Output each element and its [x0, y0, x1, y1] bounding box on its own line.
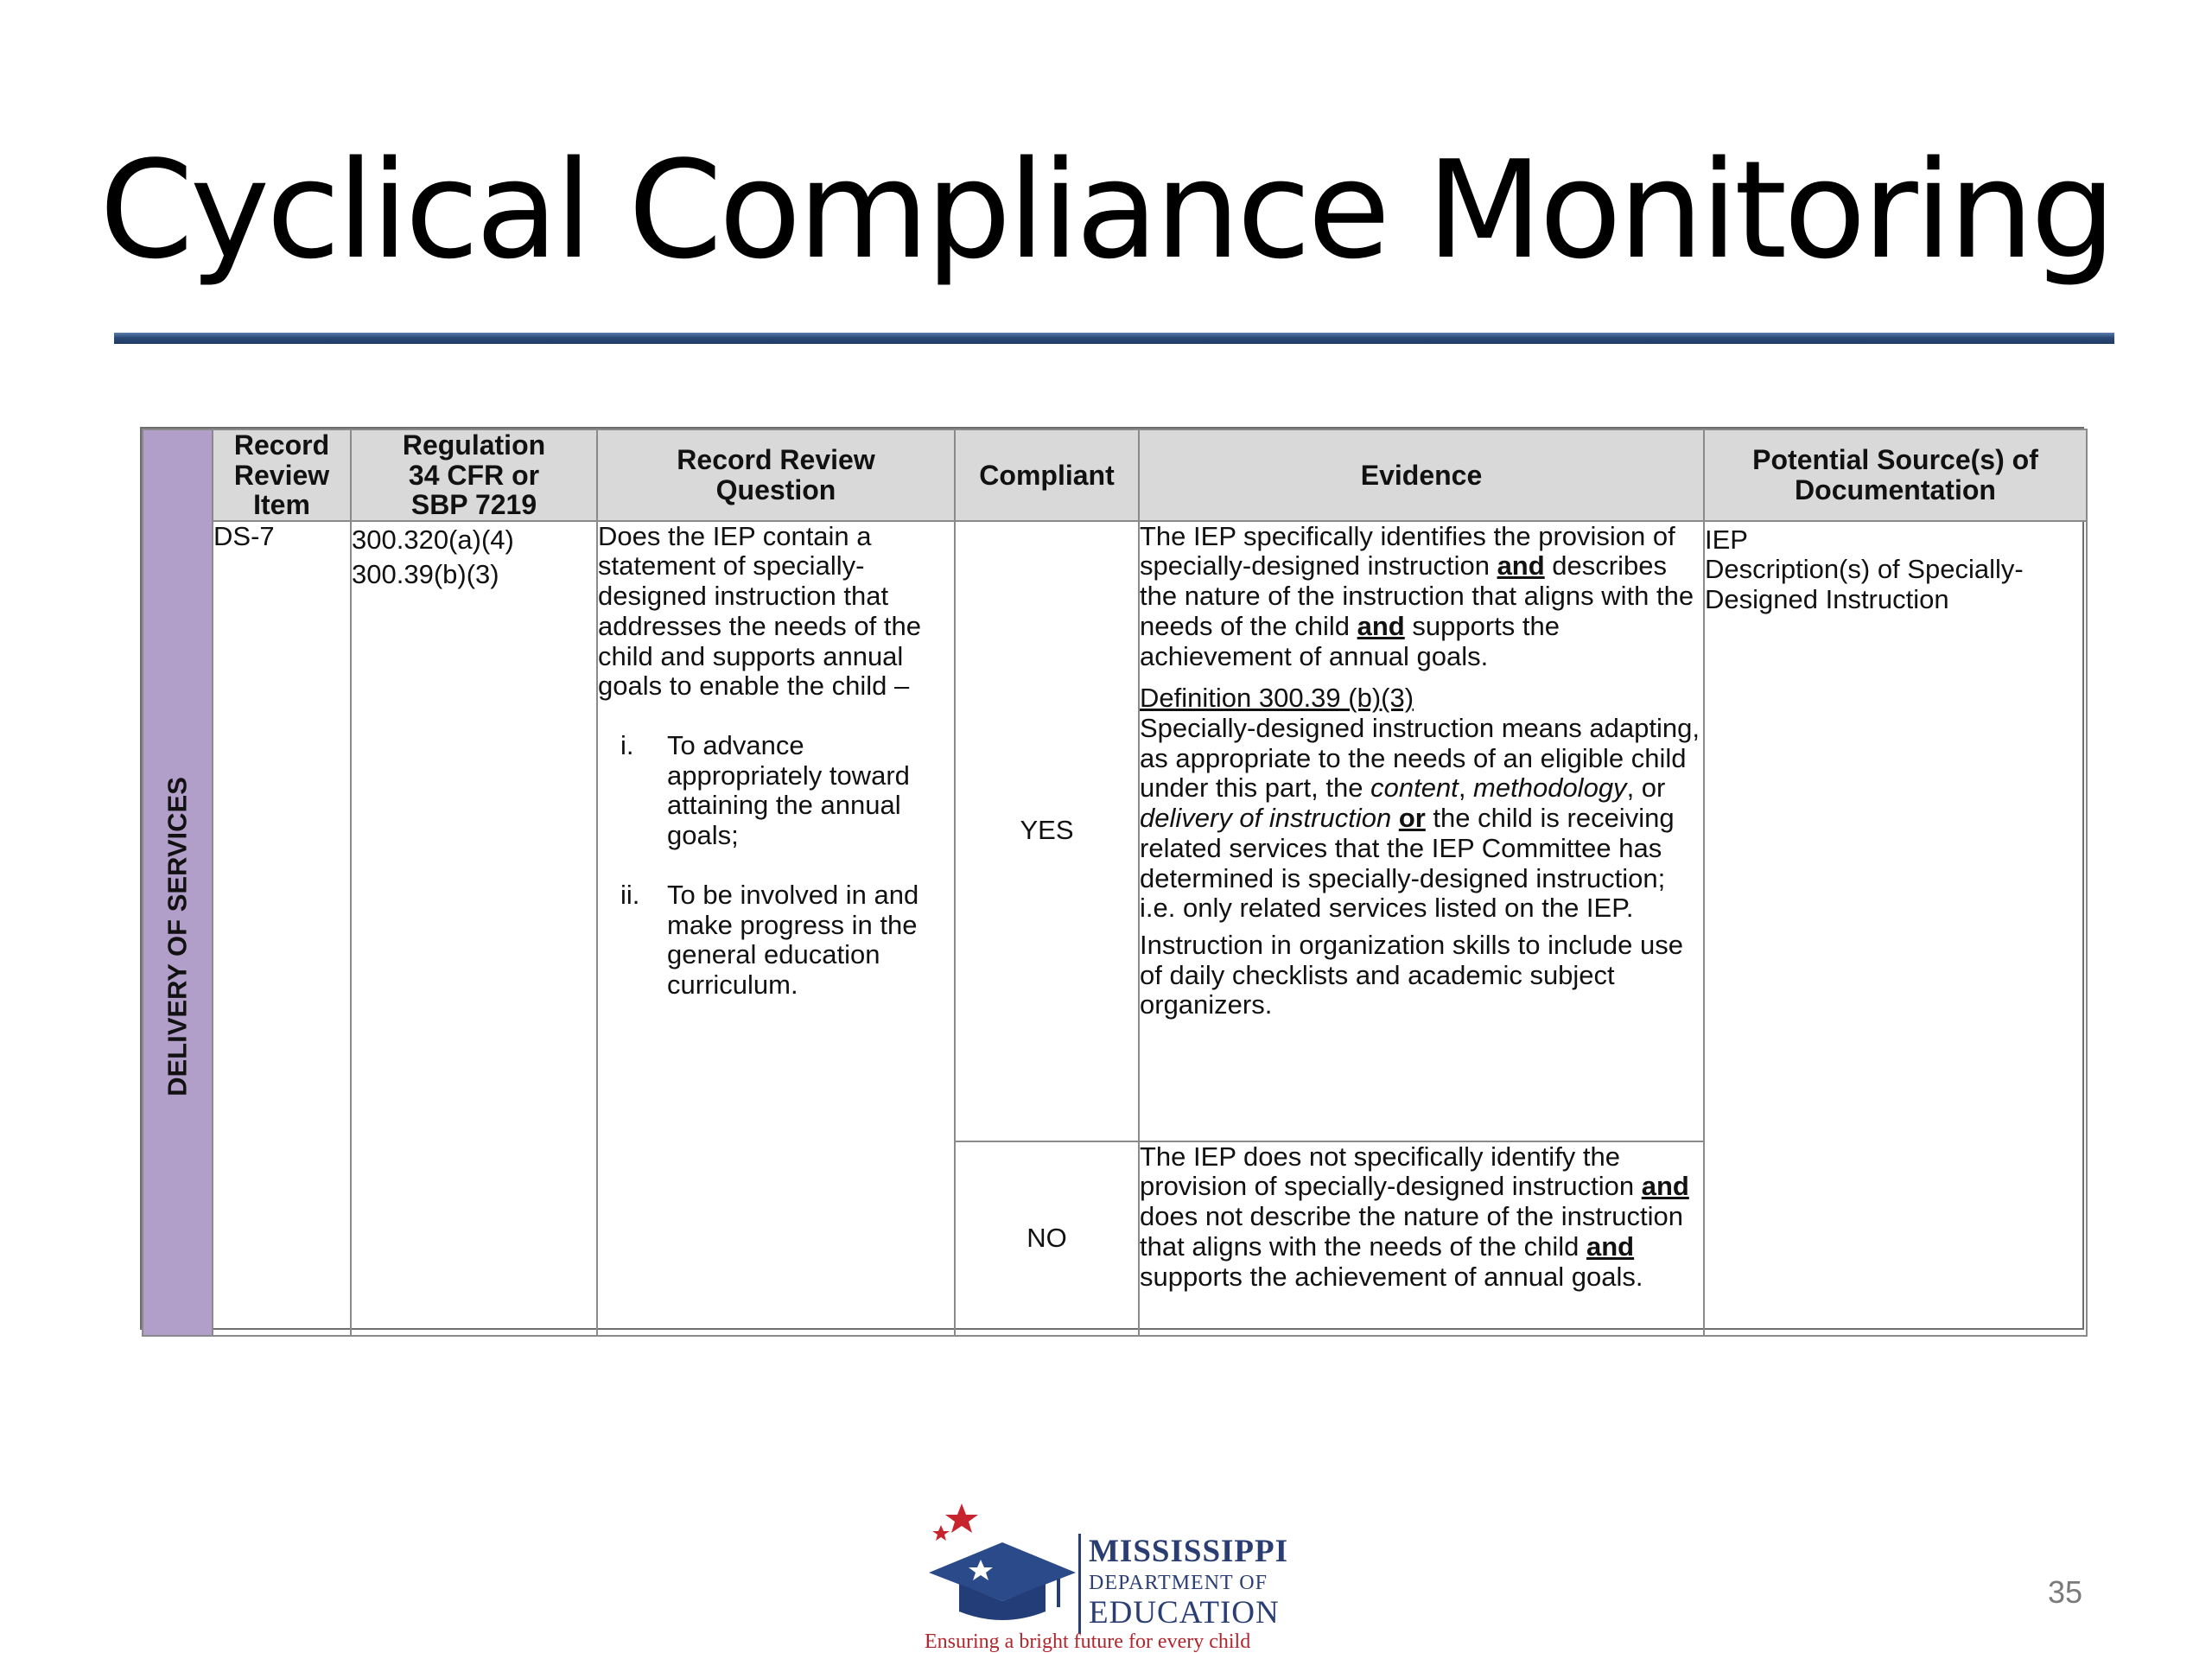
- header-regulation: Regulation 34 CFR or SBP 7219: [351, 429, 597, 521]
- header-record-review-question: Record Review Question: [597, 429, 955, 521]
- evidence-yes-paragraph: [1140, 522, 1703, 672]
- logo-department: DEPARTMENT OF: [1089, 1572, 1268, 1594]
- definition-text: Specially-designed instruction means adapting, as appropriate to the needs of an eligible child under this part, the: [1140, 712, 1700, 804]
- regulation-citation: 300.39(b)(3): [352, 559, 499, 590]
- evidence-text: does not describe the nature of the instruction that aligns with the needs of the child: [1140, 1201, 1684, 1262]
- source-item: Description(s) of Specially-Designed Instruction: [1705, 554, 2024, 615]
- record-review-item-cell: [213, 521, 351, 1336]
- definition-italic: delivery of instruction: [1140, 803, 1392, 834]
- logo-divider: [1078, 1534, 1081, 1634]
- logo-education: EDUCATION: [1089, 1595, 1280, 1630]
- definition-italic: methodology: [1473, 772, 1627, 804]
- header-compliant: Compliant: [955, 429, 1139, 521]
- graduation-cap-icon: [920, 1499, 1080, 1629]
- compliant-no-label: NO: [1027, 1222, 1067, 1253]
- table-row-yes: [143, 521, 2087, 1141]
- evidence-emphasis: and: [1641, 1171, 1689, 1202]
- question-list-item: [598, 880, 954, 1001]
- question-item-text: To advance appropriately toward attaining the annual goals;: [667, 729, 910, 851]
- logo-state: MISSISSIPPI: [1089, 1534, 1289, 1569]
- category-label-text: DELIVERY OF SERVICES: [162, 777, 193, 1097]
- evidence-example: Instruction in organization skills to include use of daily checklists and academic subject organizers.: [1140, 929, 1683, 1020]
- title-divider: [114, 333, 2114, 344]
- header-row: [143, 429, 2087, 521]
- evidence-text: The IEP does not specifically identify the provision of specially-designed instruction: [1140, 1141, 1642, 1202]
- definition-text: , or: [1626, 772, 1666, 804]
- source-item: IEP: [1705, 524, 1748, 555]
- definition-italic: content: [1370, 772, 1459, 804]
- question-item-number: i.: [620, 729, 634, 760]
- evidence-no-cell: [1139, 1141, 1704, 1336]
- compliant-yes-label: YES: [1020, 815, 1074, 846]
- evidence-emphasis: and: [1586, 1230, 1635, 1262]
- question-item-text: To be involved in and make progress in the general education curriculum.: [667, 879, 919, 1000]
- header-record-review-item: Record Review Item: [213, 429, 351, 521]
- record-review-item-value: DS-7: [213, 520, 275, 551]
- evidence-text: supports the achievement of annual goals.: [1140, 1261, 1643, 1292]
- sources-cell: [1704, 521, 2087, 1336]
- question-list-item: [598, 731, 954, 851]
- question-item-number: ii.: [620, 879, 640, 910]
- definition-text: ,: [1458, 772, 1474, 804]
- evidence-emphasis: and: [1357, 610, 1405, 641]
- category-side-label: [143, 429, 213, 1336]
- evidence-no-paragraph: [1140, 1142, 1703, 1293]
- header-potential-sources: Potential Source(s) of Documentation: [1704, 429, 2087, 521]
- question-cell: [597, 521, 955, 1336]
- page-number: 35: [2048, 1574, 2083, 1610]
- evidence-text: The IEP specifically identifies the provision of specially-designed instruction: [1140, 520, 1675, 582]
- regulation-citation: 300.320(a)(4): [352, 524, 514, 555]
- evidence-text: supports the achievement of annual goals.: [1140, 610, 1560, 671]
- logo-wordmark: [1089, 1535, 1288, 1629]
- evidence-yes-cell: [1139, 521, 1704, 1141]
- record-review-table: [140, 427, 2084, 1330]
- header-evidence: Evidence: [1139, 429, 1704, 521]
- definition-paragraph: [1140, 714, 1703, 924]
- compliant-no-cell: [955, 1141, 1139, 1336]
- mde-logo: [920, 1499, 1300, 1655]
- evidence-emphasis: and: [1497, 550, 1545, 582]
- evidence-text: describes the nature of the instruction that aligns with the needs of the child: [1140, 550, 1694, 641]
- definition-heading: Definition 300.39 (b)(3): [1140, 683, 1414, 714]
- slide-title: Cyclical Compliance Monitoring: [99, 131, 2113, 289]
- question-intro: Does the IEP contain a statement of specially-designed instruction that addresses the needs of the child and supports annual goals to enable the child –: [598, 520, 921, 702]
- compliant-yes-cell: [955, 521, 1139, 1141]
- definition-emphasis: or: [1398, 803, 1426, 834]
- definition-text: [1391, 803, 1399, 833]
- logo-tagline: Ensuring a bright future for every child: [925, 1630, 1251, 1653]
- review-table-grid: [142, 429, 2088, 1337]
- definition-text: the child is receiving related services that the IEP Committee has determined is specially-designed instruction; i.e. only related services listed on the IEP.: [1140, 803, 1675, 924]
- regulation-cell: [351, 521, 597, 1336]
